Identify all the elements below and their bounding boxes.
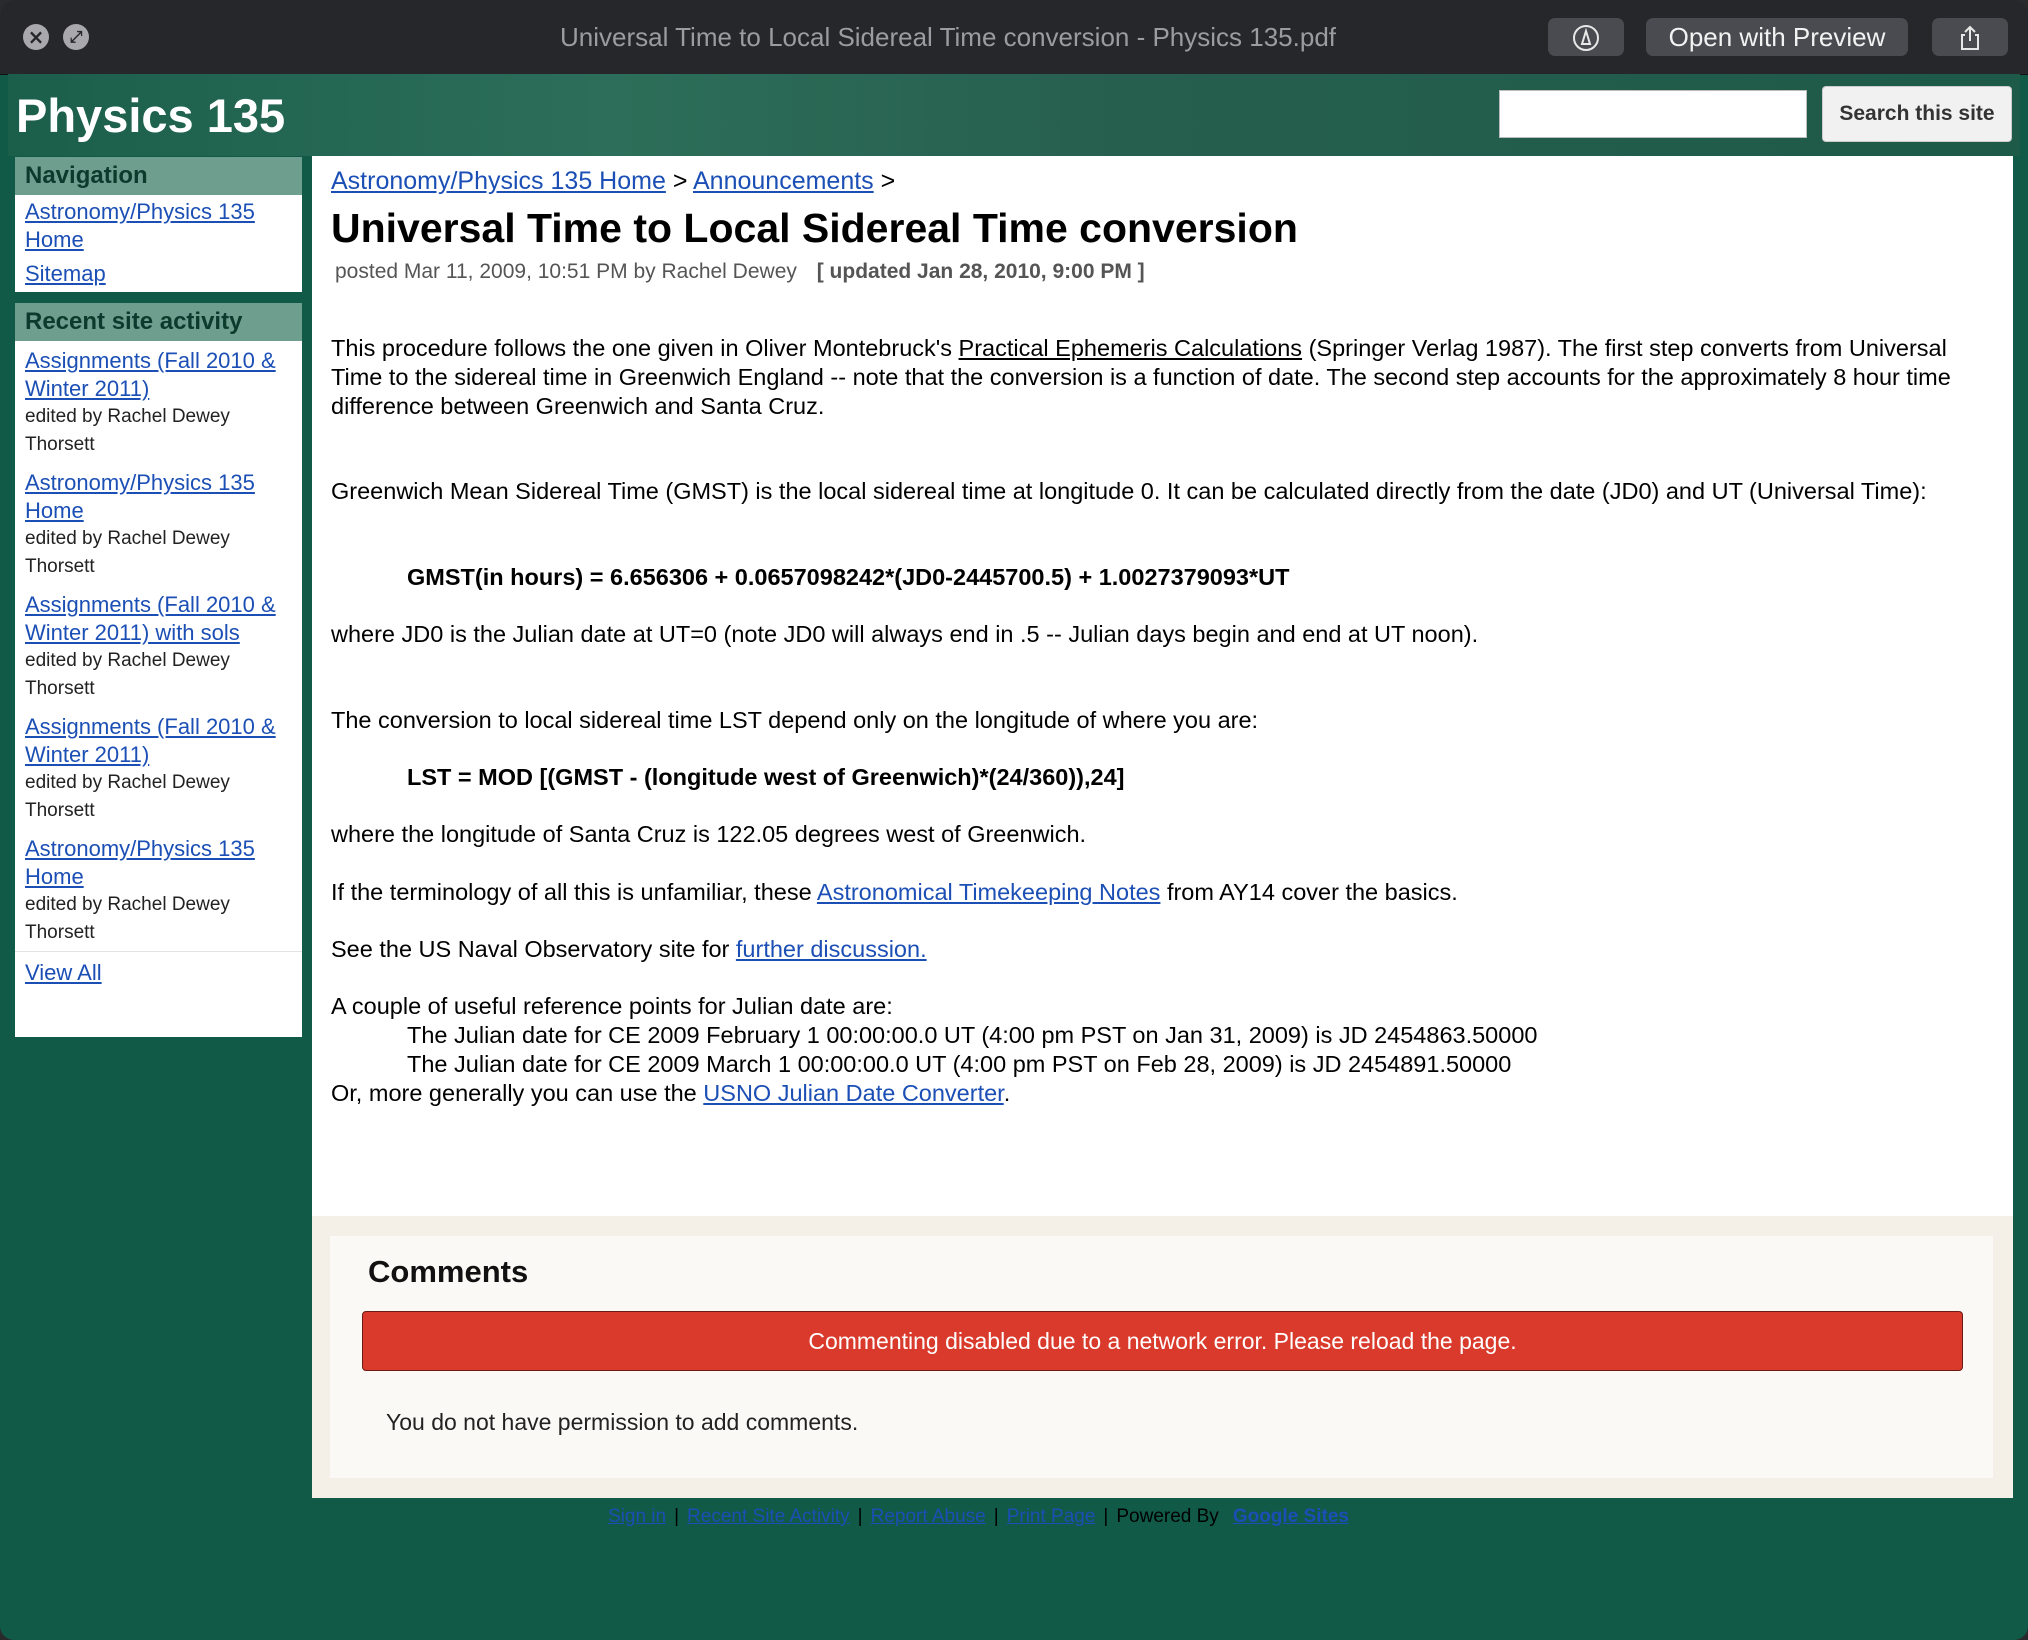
- sidebar-item-home[interactable]: Astronomy/Physics 135 Home: [25, 199, 255, 252]
- converter-text-end: .: [1003, 1080, 1011, 1106]
- breadcrumb-separator: >: [672, 167, 688, 195]
- window-title: Universal Time to Local Sidereal Time conversion - Physics 135.pdf: [560, 22, 1337, 52]
- comments-box: [330, 1236, 1993, 1478]
- sidebar-navigation: [15, 157, 302, 292]
- activity-edited-by: edited by Rachel Dewey Thorsett: [25, 528, 230, 577]
- post-meta: [335, 260, 2001, 284]
- intro-text: This procedure follows the one given in Oliver Montebruck's: [331, 335, 959, 361]
- lst-formula: LST = MOD [(GMST - (longitude west of Greenwich)*(24/360)),24]: [407, 764, 1125, 790]
- sidebar-recent-activity: [15, 303, 302, 1037]
- posted-info: posted Mar 11, 2009, 10:51 PM by Rachel Dewey: [335, 260, 797, 283]
- window-titlebar: [0, 0, 2028, 75]
- activity-edited-by: edited by Rachel Dewey Thorsett: [25, 650, 230, 699]
- report-abuse-link[interactable]: Report Abuse: [870, 1506, 986, 1527]
- powered-by-text: Powered By: [1116, 1506, 1219, 1527]
- search-button[interactable]: Search this site: [1822, 86, 2012, 142]
- no-permission-message: You do not have permission to add comments.: [386, 1409, 859, 1435]
- breadcrumb-announcements-link[interactable]: Announcements: [693, 167, 874, 195]
- recent-activity-title: Recent site activity: [15, 303, 302, 341]
- activity-link[interactable]: Astronomy/Physics 135 Home: [25, 836, 255, 889]
- terminology-text-rest: from AY14 cover the basics.: [1160, 879, 1458, 905]
- activity-item: [15, 463, 302, 585]
- activity-item: [15, 829, 302, 951]
- intro-text-rest: (Springer Verlag 1987). The first step converts from Universal Time to the sidereal time in Greenwich England -- note that the conversion is a function of date. The second step accounts for the approximately 8 hour time difference between Greenwich and Santa Cruz.: [331, 335, 1951, 419]
- terminology-paragraph: [331, 878, 2001, 907]
- page-title: Universal Time to Local Sidereal Time conversion: [331, 205, 1298, 251]
- activity-item: [15, 585, 302, 707]
- activity-edited-by: edited by Rachel Dewey Thorsett: [25, 406, 230, 455]
- comment-error-banner: Commenting disabled due to a network error. Please reload the page.: [362, 1311, 1963, 1371]
- markup-icon: [1572, 24, 1600, 52]
- main-content: [312, 156, 2013, 1216]
- intro-paragraph: [331, 334, 2001, 421]
- longitude-paragraph: where the longitude of Santa Cruz is 122.05 degrees west of Greenwich.: [331, 821, 1087, 847]
- site-title[interactable]: Physics 135: [16, 89, 286, 142]
- updated-info: [ updated Jan 28, 2010, 9:00 PM ]: [816, 260, 1145, 283]
- share-icon: [1956, 24, 1984, 52]
- open-with-preview-button[interactable]: Open with Preview: [1646, 18, 1908, 56]
- footer-separator: |: [993, 1506, 999, 1527]
- reference-intro: A couple of useful reference points for Julian date are:: [331, 993, 893, 1019]
- reference-march: The Julian date for CE 2009 March 1 00:00:00.0 UT (4:00 pm PST on Feb 28, 2009) is JD 2454891.50000: [407, 1051, 1512, 1077]
- breadcrumb-separator: >: [880, 167, 896, 195]
- breadcrumb-home-link[interactable]: Astronomy/Physics 135 Home: [331, 167, 666, 195]
- comments-title: Comments: [368, 1254, 529, 1289]
- gmst-formula: GMST(in hours) = 6.656306 + 0.0657098242*(JD0-2445700.5) + 1.0027379093*UT: [407, 564, 1290, 590]
- site-footer: [608, 1506, 1349, 1528]
- comments-section: [312, 1216, 2013, 1498]
- activity-link[interactable]: Assignments (Fall 2010 & Winter 2011): [25, 348, 276, 401]
- usno-paragraph: [331, 935, 2001, 964]
- activity-edited-by: edited by Rachel Dewey Thorsett: [25, 894, 230, 943]
- sign-in-link[interactable]: Sign in: [608, 1506, 667, 1527]
- site-header: [8, 74, 2020, 156]
- gmst-paragraph: Greenwich Mean Sidereal Time (GMST) is the local sidereal time at longitude 0. It can be calculated directly from the date (JD0) and UT (Universal Time):: [331, 478, 1927, 504]
- jd0-paragraph: where JD0 is the Julian date at UT=0 (note JD0 will always end in .5 -- Julian days begin and end at UT noon).: [331, 621, 1479, 647]
- markup-button[interactable]: [1548, 18, 1624, 56]
- reference-february: The Julian date for CE 2009 February 1 00:00:00.0 UT (4:00 pm PST on Jan 31, 2009) is JD 2454863.50000: [407, 1022, 1538, 1048]
- activity-edited-by: edited by Rachel Dewey Thorsett: [25, 772, 230, 821]
- usno-converter-link[interactable]: USNO Julian Date Converter: [703, 1080, 1004, 1106]
- book-title: Practical Ephemeris Calculations: [958, 335, 1303, 361]
- view-all-link[interactable]: View All: [25, 960, 102, 985]
- breadcrumb: [331, 164, 2001, 198]
- close-icon[interactable]: ×: [23, 24, 49, 50]
- footer-separator: |: [1103, 1506, 1109, 1527]
- footer-separator: |: [674, 1506, 680, 1527]
- sidebar-item-sitemap[interactable]: Sitemap: [25, 261, 106, 286]
- activity-link[interactable]: Astronomy/Physics 135 Home: [25, 470, 255, 523]
- print-page-link[interactable]: Print Page: [1006, 1506, 1096, 1527]
- google-sites-link[interactable]: Google Sites: [1232, 1506, 1349, 1527]
- navigation-title: Navigation: [15, 157, 302, 195]
- further-discussion-link[interactable]: further discussion.: [735, 936, 927, 962]
- lst-paragraph: The conversion to local sidereal time LST depend only on the longitude of where you are:: [331, 707, 1259, 733]
- search-input[interactable]: [1499, 90, 1807, 138]
- activity-item: [15, 341, 302, 463]
- timekeeping-notes-link[interactable]: Astronomical Timekeeping Notes: [816, 879, 1161, 905]
- fullscreen-icon[interactable]: ⤢: [63, 24, 89, 50]
- activity-link[interactable]: Assignments (Fall 2010 & Winter 2011): [25, 714, 276, 767]
- recent-site-activity-link[interactable]: Recent Site Activity: [687, 1506, 850, 1527]
- usno-text: See the US Naval Observatory site for: [331, 936, 736, 962]
- footer-separator: |: [857, 1506, 863, 1527]
- converter-line: [331, 1079, 2001, 1108]
- activity-item: [15, 707, 302, 829]
- reference-points: [331, 992, 2001, 1108]
- share-button[interactable]: [1932, 18, 2008, 56]
- terminology-text: If the terminology of all this is unfamiliar, these: [331, 879, 817, 905]
- activity-link[interactable]: Assignments (Fall 2010 & Winter 2011) with sols: [25, 592, 276, 645]
- converter-text: Or, more generally you can use the: [331, 1080, 704, 1106]
